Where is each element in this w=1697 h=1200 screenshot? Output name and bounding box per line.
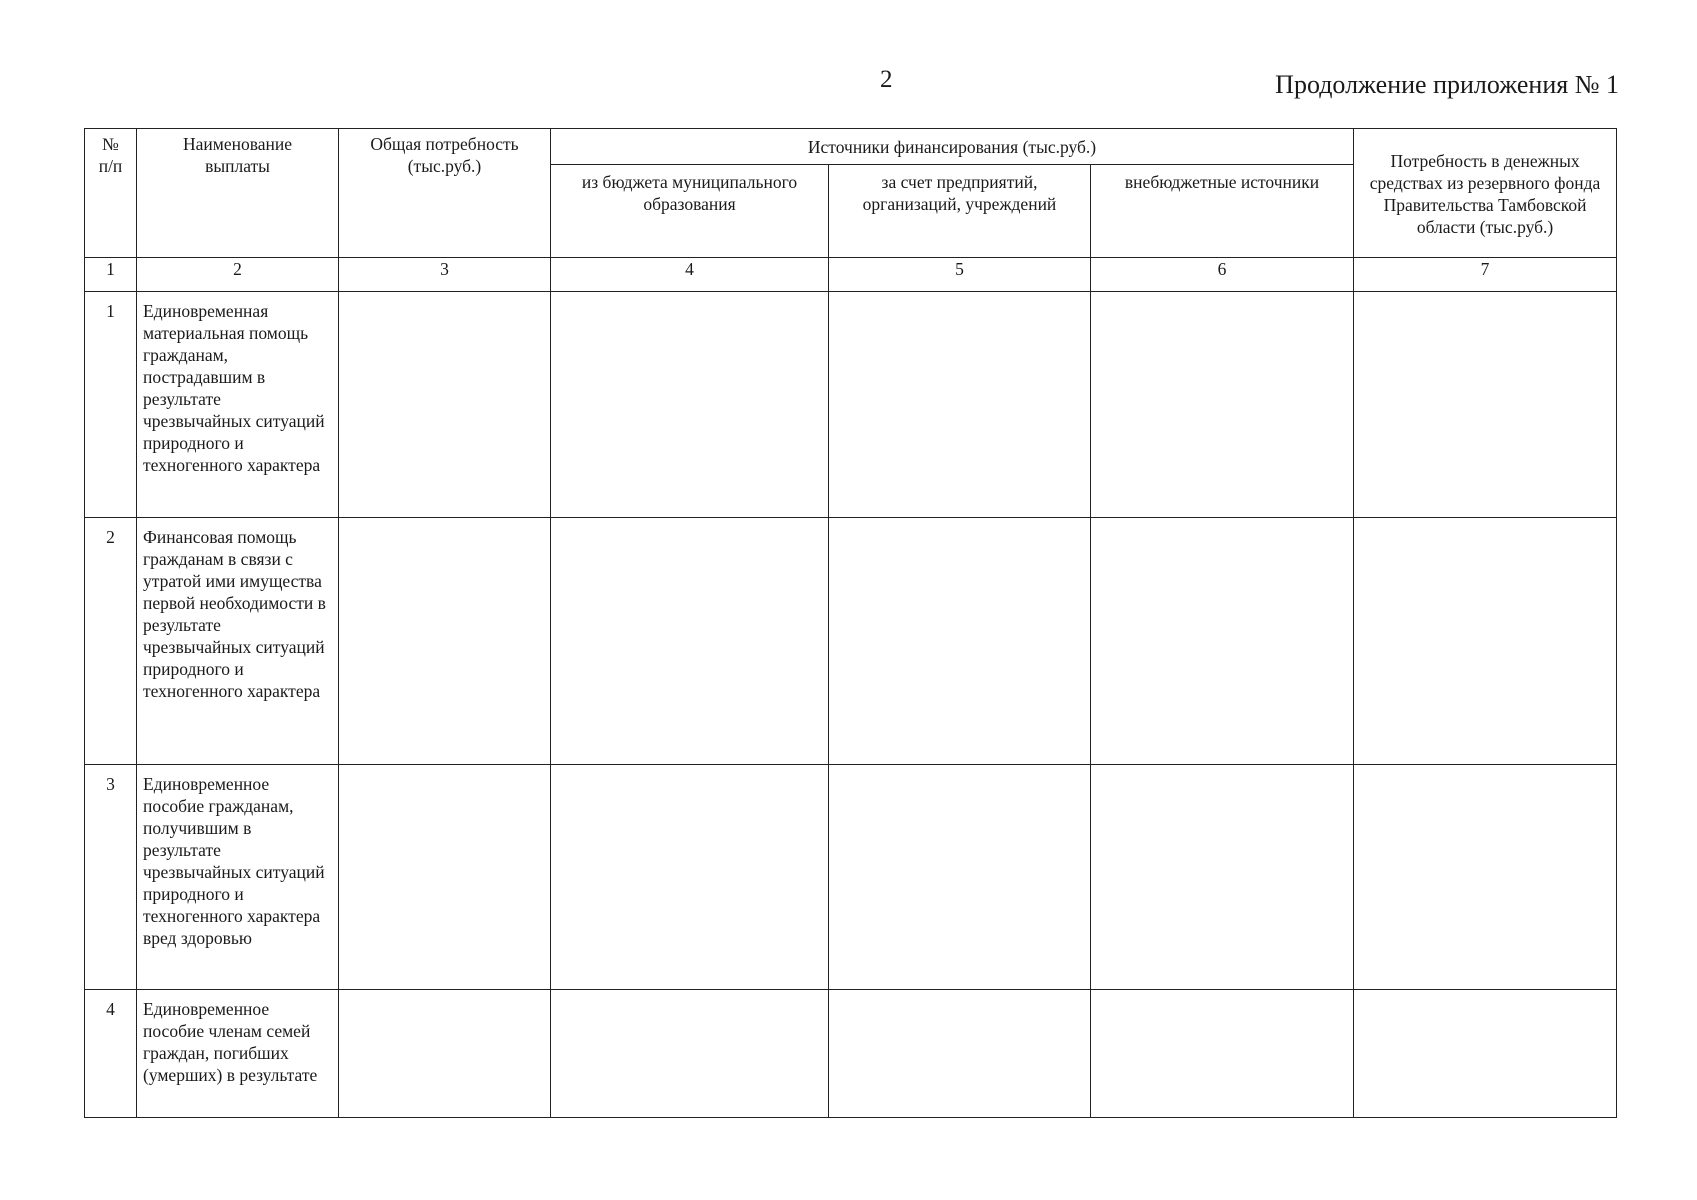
enterprises-cell[interactable]	[829, 518, 1091, 765]
budget-cell[interactable]	[551, 990, 829, 1118]
budget-cell[interactable]	[551, 292, 829, 518]
payment-name: Единовременное пособие гражданам, получившим в результате чрезвычайных ситуаций природного и техногенного характера вред здоровью	[137, 765, 339, 990]
row-number: 2	[85, 518, 137, 765]
header-enterprises: за счет предприятий, организаций, учреждений	[829, 165, 1091, 258]
header-reserve: Потребность в денежных средствах из резервного фонда Правительства Тамбовской области (тыс.руб.)	[1354, 129, 1617, 258]
column-number: 5	[829, 258, 1091, 292]
payment-name: Финансовая помощь гражданам в связи с утратой ими имущества первой необходимости в результате чрезвычайных ситуаций природного и техногенного характера	[137, 518, 339, 765]
column-number: 6	[1091, 258, 1354, 292]
column-number: 7	[1354, 258, 1617, 292]
appendix-title: Продолжение приложения № 1	[1275, 70, 1619, 99]
enterprises-cell[interactable]	[829, 292, 1091, 518]
reserve-cell[interactable]	[1354, 765, 1617, 990]
total-need-cell[interactable]	[339, 765, 551, 990]
row-number: 1	[85, 292, 137, 518]
table-row	[85, 292, 1617, 518]
header-num: № п/п	[85, 129, 137, 258]
header-offbudget: внебюджетные источники	[1091, 165, 1354, 258]
reserve-cell[interactable]	[1354, 292, 1617, 518]
row-number: 3	[85, 765, 137, 990]
column-number: 2	[137, 258, 339, 292]
payment-name: Единовременная материальная помощь гражданам, пострадавшим в результате чрезвычайных ситуаций природного и техногенного характера	[137, 292, 339, 518]
page-number: 2	[880, 66, 893, 93]
budget-cell[interactable]	[551, 765, 829, 990]
total-need-cell[interactable]	[339, 990, 551, 1118]
offbudget-cell[interactable]	[1091, 518, 1354, 765]
column-number: 4	[551, 258, 829, 292]
budget-cell[interactable]	[551, 518, 829, 765]
column-number: 3	[339, 258, 551, 292]
reserve-cell[interactable]	[1354, 518, 1617, 765]
offbudget-cell[interactable]	[1091, 292, 1354, 518]
table-row	[85, 518, 1617, 765]
header-total: Общая потребность (тыс.руб.)	[339, 129, 551, 258]
header-sources: Источники финансирования (тыс.руб.)	[551, 129, 1354, 165]
header-budget: из бюджета муниципального образования	[551, 165, 829, 258]
payment-name: Единовременное пособие членам семей граждан, погибших (умерших) в результате	[137, 990, 339, 1118]
header-name: Наименование выплаты	[137, 129, 339, 258]
offbudget-cell[interactable]	[1091, 765, 1354, 990]
column-numbers-row	[85, 258, 1617, 292]
column-number: 1	[85, 258, 137, 292]
enterprises-cell[interactable]	[829, 765, 1091, 990]
table-row	[85, 990, 1617, 1118]
total-need-cell[interactable]	[339, 292, 551, 518]
row-number: 4	[85, 990, 137, 1118]
total-need-cell[interactable]	[339, 518, 551, 765]
enterprises-cell[interactable]	[829, 990, 1091, 1118]
table-row	[85, 765, 1617, 990]
reserve-cell[interactable]	[1354, 990, 1617, 1118]
financing-table	[84, 128, 1617, 1118]
offbudget-cell[interactable]	[1091, 990, 1354, 1118]
